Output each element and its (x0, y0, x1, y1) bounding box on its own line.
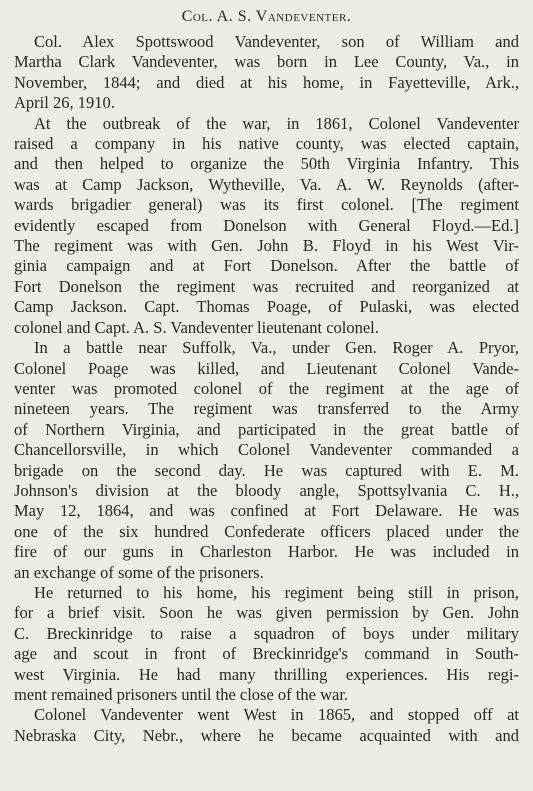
text-line: Fort Donelson the regiment was recruited and reorganized at (14, 276, 519, 296)
text-line: one of the six hundred Confederate officers placed under the (14, 521, 519, 541)
text-line: ginia campaign and at Fort Donelson. After the battle of (14, 256, 519, 276)
text-line: Col. Alex Spottswood Vandeventer, son of William and (34, 32, 519, 51)
text-line: Chancellorsville, in which Colonel Vandeventer commanded a (14, 440, 519, 460)
paragraph (14, 705, 519, 746)
text-line: evidently escaped from Donelson with General Floyd.—Ed.] (14, 215, 519, 235)
text-line: wards brigadier general) was its first colonel. [The regiment (14, 195, 519, 215)
text-line: Colonel Poage was killed, and Lieutenant Colonel Vande- (14, 358, 519, 378)
paragraph (14, 114, 519, 338)
text-line: The regiment was with Gen. John B. Floyd in his West Vir- (14, 236, 519, 256)
paragraph (14, 32, 519, 114)
text-line: May 12, 1864, and was confined at Fort Delaware. He was (14, 501, 519, 521)
article-title: Col. A. S. Vandeventer. (181, 8, 352, 25)
text-line: At the outbreak of the war, in 1861, Colonel Vandeventer (34, 113, 519, 133)
text-line: venter was promoted colonel of the regiment at the age of (14, 378, 519, 398)
paragraph (14, 583, 519, 705)
text-line: In a battle near Suffolk, Va., under Gen. Roger A. Pryor, (34, 338, 519, 358)
text-line: Martha Clark Vandeventer, was born in Lee County, Va., in (14, 52, 519, 72)
text-line: C. Breckinridge to raise a squadron of boys under military (14, 623, 519, 643)
text-line: raised a company in his native county, was elected captain, (14, 134, 519, 154)
text-line: ment remained prisoners until the close of the war. (14, 685, 349, 704)
text-line: colonel and Capt. A. S. Vandeventer lieutenant colonel. (14, 317, 379, 337)
text-line: an exchange of some of the prisoners. (14, 562, 264, 582)
text-line: was at Camp Jackson, Wytheville, Va. A. W. Reynolds (after- (14, 174, 519, 194)
text-line: Nebraska City, Nebr., where he became acquainted with and (14, 725, 519, 745)
text-line: brigade on the second day. He was captured with E. M. (14, 460, 519, 480)
text-line: nineteen years. The regiment was transferred to the Army (14, 399, 519, 419)
text-line: November, 1844; and died at his home, in Fayetteville, Ark., (14, 72, 519, 92)
text-line: west Virginia. He had many thrilling experiences. His regi- (14, 664, 519, 684)
article-body (14, 32, 519, 746)
text-line: Johnson's division at the bloody angle, Spottsylvania C. H., (14, 480, 519, 500)
text-line: fire of our guns in Charleston Harbor. He was included in (14, 542, 519, 562)
text-line: age and scout in front of Breckinridge's command in South- (14, 644, 519, 664)
text-line: Camp Jackson. Capt. Thomas Poage, of Pulaski, was elected (14, 297, 519, 317)
paragraph (14, 338, 519, 583)
text-line: and then helped to organize the 50th Virginia Infantry. This (14, 154, 519, 174)
text-line: He returned to his home, his regiment being still in prison, (34, 582, 519, 602)
text-line: for a brief visit. Soon he was given permission by Gen. John (14, 603, 519, 623)
text-line: April 26, 1910. (14, 93, 115, 113)
text-line: of Northern Virginia, and participated in the great battle of (14, 419, 519, 439)
text-line: Colonel Vandeventer went West in 1865, and stopped off at (34, 705, 519, 725)
